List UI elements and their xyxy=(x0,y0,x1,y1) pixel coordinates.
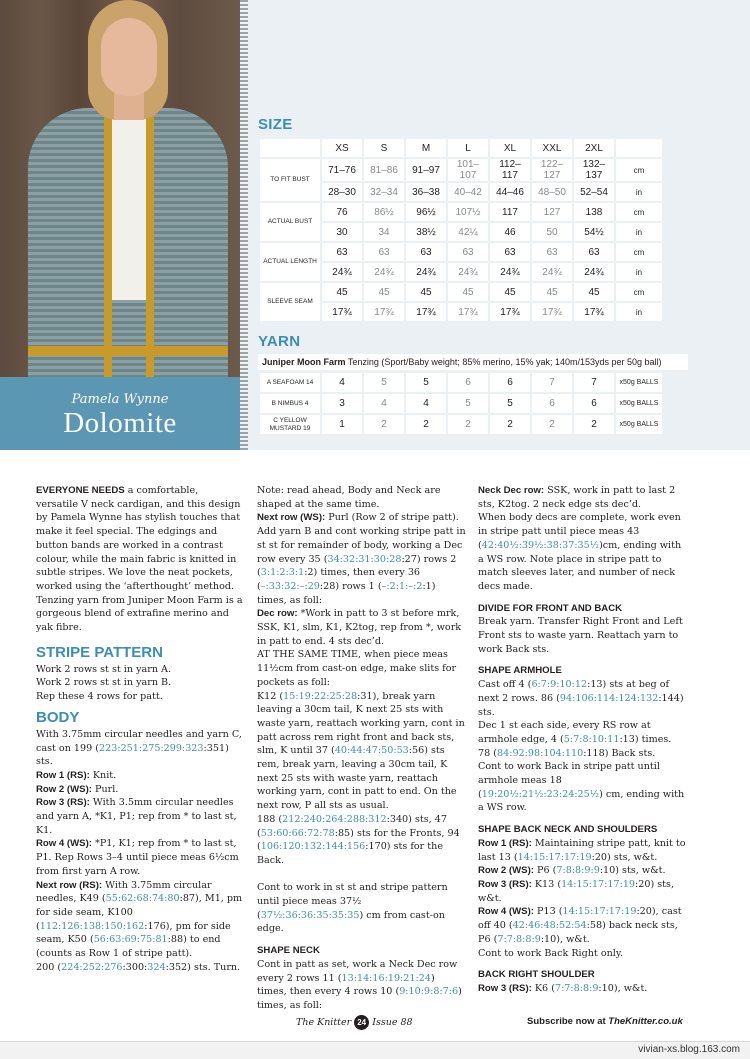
size-column-header: L xyxy=(448,139,488,157)
size-cell: 38½ xyxy=(406,223,446,241)
yarn-cell: 7 xyxy=(574,373,614,392)
yarn-cell: 5 xyxy=(448,394,488,413)
yarn-cell: 2 xyxy=(532,415,572,434)
column-2 xyxy=(257,484,467,1013)
size-cell: 17¾ xyxy=(532,303,572,321)
issue-number: Issue 88 xyxy=(372,1017,413,1028)
button-band-right xyxy=(146,112,154,377)
size-unit: cm xyxy=(616,243,662,261)
yarn-color-label: B NIMBUS 4 xyxy=(260,394,320,413)
back-neck-heading: SHAPE BACK NECK AND SHOULDERS xyxy=(478,824,658,836)
magazine-name: The Knitter xyxy=(296,1017,352,1028)
size-cell: 42¼ xyxy=(448,223,488,241)
intro-paragraph xyxy=(36,484,243,635)
photo-edge-decoration xyxy=(240,0,248,450)
neck-instruction: Cont in patt as set, work a Neck Dec row every 2 rows 11 (13:14:16:19:21:24) times, then every 4 rows 10 (9:10:9:8:7:6) times, as foll: xyxy=(257,958,462,1011)
size-cell: 24¾ xyxy=(448,263,488,281)
yarn-cell: 6 xyxy=(448,373,488,392)
size-cell: 71–76 xyxy=(322,159,362,181)
size-column-header: M xyxy=(406,139,446,157)
bottom-strip xyxy=(0,1041,750,1059)
size-unit: cm xyxy=(616,159,662,181)
stitch-totals: 188 (212:240:264:288:312:340) sts, 47 (53:60:66:72:78:85) sts for the Fronts, 94 (106:120:132:144:156:170) sts for the Back. xyxy=(257,813,460,866)
column-1 xyxy=(36,484,243,975)
size-row-label: SLEEVE SEAM xyxy=(260,283,320,321)
yarn-cell: 6 xyxy=(574,394,614,413)
subscribe-text: Subscribe now at xyxy=(527,1016,609,1027)
stripe-line: Work 2 rows st st in yarn A. xyxy=(36,663,172,675)
size-row-label: TO FIT BUST xyxy=(260,159,320,201)
neck-dec-row: Neck Dec row: SSK, work in patt to last 2 sts, K2tog. 2 neck edge sts dec’d. xyxy=(478,485,676,510)
pocket-instruction: K12 (15:19:22:25:28:31), break yarn leaving a 30cm tail, K next 25 sts with waste yarn, reattach working yarn, cont in patt across rem right front and back sts, slm, K until 37 (40:44:47:50:53:56) sts rem, break yarn, leaving a 30cm tail, K next 25 sts with waste yarn, reattach working yarn, cont in patt to end. On the next row, P all sts as usual. xyxy=(257,690,465,812)
row-2-instruction: Row 2 (WS): Purl. xyxy=(36,783,119,795)
back-right-row-3: Row 3 (RS): K6 (7:7:8:8:9:10), w&t. xyxy=(478,982,648,994)
size-cell: 45 xyxy=(364,283,404,301)
size-cell: 96½ xyxy=(406,203,446,221)
yarn-row xyxy=(260,415,662,434)
size-cell: 17¾ xyxy=(490,303,530,321)
yarn-unit: x50g BALLS xyxy=(616,415,662,434)
size-cell: 101–107 xyxy=(448,159,488,181)
yarn-color-label: A SEAFOAM 14 xyxy=(260,373,320,392)
size-cell: 54½ xyxy=(574,223,614,241)
size-cell: 107½ xyxy=(448,203,488,221)
back-sts: 78 (84:92:98:104:110:118) Back sts. xyxy=(478,747,656,759)
yarn-cell: 2 xyxy=(574,415,614,434)
size-cell: 46 xyxy=(490,223,530,241)
size-header-row xyxy=(260,139,662,157)
size-unit: in xyxy=(616,303,662,321)
size-cell: 17¾ xyxy=(574,303,614,321)
size-cell: 45 xyxy=(574,283,614,301)
designer-name: Pamela Wynne xyxy=(71,392,169,407)
size-row-label: ACTUAL LENGTH xyxy=(260,243,320,281)
size-cell: 17¾ xyxy=(322,303,362,321)
yarn-color-label: C YELLOW MUSTARD 19 xyxy=(260,415,320,434)
yarn-unit: x50g BALLS xyxy=(616,373,662,392)
size-row xyxy=(260,303,662,321)
yarn-cell: 2 xyxy=(364,415,404,434)
size-cell: 76 xyxy=(322,203,362,221)
size-unit: in xyxy=(616,183,662,201)
size-row xyxy=(260,183,662,201)
back-neck-row-4: Row 4 (WS): P13 (14:15:17:17:19:20), cast off 40 (42:46:48:52:54:58) back neck sts, P6 (7:7:8:8:9:10), w&t. xyxy=(478,906,682,945)
yarn-cell: 4 xyxy=(322,373,362,392)
yarn-cell: 5 xyxy=(490,394,530,413)
row-3-instruction: Row 3 (RS): With 3.5mm circular needles and yarn A, *K1, P1; rep from * to last st, K1. xyxy=(36,797,237,836)
size-cell: 45 xyxy=(448,283,488,301)
yarn-cell: 3 xyxy=(322,394,362,413)
yarn-cell: 6 xyxy=(490,373,530,392)
back-neck-row-2: Row 2 (WS): P6 (7:8:8:9:9:10) sts, w&t. xyxy=(478,865,666,877)
size-cell: 30 xyxy=(322,223,362,241)
yarn-brand: Juniper Moon Farm xyxy=(262,357,346,367)
size-row xyxy=(260,223,662,241)
yarn-cell: 1 xyxy=(322,415,362,434)
yarn-cell: 2 xyxy=(448,415,488,434)
size-cell: 63 xyxy=(364,243,404,261)
size-cell: 63 xyxy=(322,243,362,261)
divide-heading: DIVIDE FOR FRONT AND BACK xyxy=(478,602,623,614)
page-number: 24 xyxy=(354,1015,369,1030)
size-cell: 63 xyxy=(532,243,572,261)
size-cell: 117 xyxy=(490,203,530,221)
size-cell: 45 xyxy=(532,283,572,301)
dec-row: Dec row: *Work in patt to 3 st before mrk, SSK, K1, slm, K1, K2tog, rep from *, work in patt to end. 4 sts dec’d. xyxy=(257,608,462,647)
size-cell: 17¾ xyxy=(448,303,488,321)
continue-instruction: Cont to work in st st and stripe pattern until piece meas 37½ (37½:36:36:35:35:35) cm from cast-on edge. xyxy=(257,882,448,935)
size-cell: 45 xyxy=(322,283,362,301)
size-cell: 44–46 xyxy=(490,183,530,201)
note-paragraph: Note: read ahead, Body and Neck are shaped at the same time. xyxy=(257,485,441,510)
size-cell: 17¾ xyxy=(364,303,404,321)
next-row-instruction: Next row (RS): With 3.75mm circular needles, K49 (55:62:68:74:80:87), M1, pm for side seam, K100 (112:126:138:150:162:176), pm for side seam, K50 (56:63:69:75:81:88) to end (counts as Row 1 of stripe patt). xyxy=(36,879,243,960)
yarn-table xyxy=(258,371,664,436)
intro-lead: EVERYONE NEEDS xyxy=(36,485,125,496)
row-4-instruction: Row 4 (WS): *P1, K1; rep from * to last st, P1. Rep Rows 3–4 until piece meas 6½cm from first yarn A row. xyxy=(36,838,239,877)
divide-instruction: Break yarn. Transfer Right Front and Left Front sts to waste yarn. Reattach yarn to work Back sts. xyxy=(478,616,683,655)
size-unit: in xyxy=(616,223,662,241)
size-cell: 63 xyxy=(574,243,614,261)
yarn-cell: 5 xyxy=(364,373,404,392)
yarn-cell: 2 xyxy=(490,415,530,434)
next-row-ws: Next row (WS): Purl (Row 2 of stripe patt). Add yarn B and cont working stripe patt in st st for remainder of body, working a Dec row every 35 (34:32:31:30:28:27) rows 2 (3:1:2:3:1:2) times, then every 36 (–:33:32:–:29:28) rows 1 (–:2:1:–:2:1) times, as foll: xyxy=(257,512,466,606)
row-1-instruction: Row 1 (RS): Knit. xyxy=(36,769,117,781)
back-neck-row-3: Row 3 (RS): K13 (14:15:17:17:19:20) sts, w&t. xyxy=(478,878,675,904)
back-neck-row-1: Row 1 (RS): Maintaining stripe patt, knit to last 13 (14:15:17:17:19:20) sts, w&t. xyxy=(478,837,686,863)
footer-magazine xyxy=(296,1015,413,1030)
size-cell: 17¾ xyxy=(406,303,446,321)
subscribe-link[interactable]: TheKnitter.co.uk xyxy=(608,1016,683,1027)
armhole-dec: Dec 1 st each side, every RS row at armhole edge, 4 (5:7:8:10:11:13) times. xyxy=(478,720,672,745)
button-band-left xyxy=(104,112,112,377)
yarn-heading: YARN xyxy=(258,333,301,350)
body-dec-complete: When body decs are complete, work even in stripe patt until piece meas 43 (42:40½:39½:38:37:35½)cm, ending with a WS row. Note place in stripe patt to match sleeves later, and number of neck decs made. xyxy=(478,512,682,592)
yarn-unit: x50g BALLS xyxy=(616,394,662,413)
yarn-cell: 7 xyxy=(532,373,572,392)
size-row xyxy=(260,243,662,261)
yarn-row xyxy=(260,373,662,392)
armhole-heading: SHAPE ARMHOLE xyxy=(478,665,562,677)
cardigan-photo xyxy=(0,0,240,377)
back-right-shoulder-heading: BACK RIGHT SHOULDER xyxy=(478,969,595,981)
size-row xyxy=(260,203,662,221)
armhole-cast-off: Cast off 4 (6:7:9:10:12:13) sts at beg of next 2 rows. 86 (94:106:114:124:132:144) sts. xyxy=(478,679,684,718)
yarn-cell: 2 xyxy=(406,415,446,434)
yarn-cell: 4 xyxy=(364,394,404,413)
yarn-cell: 5 xyxy=(406,373,446,392)
size-column-header: XS xyxy=(322,139,362,157)
yarn-details: Tenzing (Sport/Baby weight; 85% merino, 15% yak; 140m/153yds per 50g ball) xyxy=(345,357,662,367)
size-unit: cm xyxy=(616,283,662,301)
yarn-cell: 4 xyxy=(406,394,446,413)
size-cell: 24¾ xyxy=(406,263,446,281)
size-unit: in xyxy=(616,263,662,281)
footer-subscribe xyxy=(527,1016,683,1027)
size-cell: 24¾ xyxy=(532,263,572,281)
title-box xyxy=(0,377,240,450)
size-column-header: XL xyxy=(490,139,530,157)
pattern-title: Dolomite xyxy=(63,407,177,439)
size-cell: 24¾ xyxy=(322,263,362,281)
size-cell: 86½ xyxy=(364,203,404,221)
watermark: vivian-xs.blog.163.com xyxy=(638,1044,740,1055)
size-row xyxy=(260,159,662,181)
unit-header-cell xyxy=(616,139,662,157)
stripe-pattern-heading: STRIPE PATTERN xyxy=(36,643,163,661)
size-row xyxy=(260,283,662,301)
size-unit: cm xyxy=(616,203,662,221)
size-cell: 32–34 xyxy=(364,183,404,201)
stripe-line: Work 2 rows st st in yarn B. xyxy=(36,677,172,689)
size-cell: 34 xyxy=(364,223,404,241)
yarn-description xyxy=(258,354,688,370)
model-face xyxy=(101,18,157,96)
shirt xyxy=(110,110,148,300)
size-cell: 63 xyxy=(406,243,446,261)
size-cell: 24¾ xyxy=(364,263,404,281)
stripe-line: Rep these 4 rows for patt. xyxy=(36,691,163,703)
hem-band xyxy=(28,346,228,356)
size-cell: 52–54 xyxy=(574,183,614,201)
size-cell: 63 xyxy=(448,243,488,261)
column-3 xyxy=(478,484,688,996)
size-cell: 138 xyxy=(574,203,614,221)
size-cell: 45 xyxy=(406,283,446,301)
size-cell: 50 xyxy=(532,223,572,241)
size-cell: 24¾ xyxy=(490,263,530,281)
body-heading: BODY xyxy=(36,708,80,726)
same-time-paragraph: AT THE SAME TIME, when piece meas 11½cm from cast-on edge, make slits for pockets as foll: xyxy=(257,649,457,688)
size-row-label: ACTUAL BUST xyxy=(260,203,320,241)
size-cell: 127 xyxy=(532,203,572,221)
size-cell: 48–50 xyxy=(532,183,572,201)
size-cell: 132–137 xyxy=(574,159,614,181)
yarn-row xyxy=(260,394,662,413)
size-corner-cell xyxy=(260,139,320,157)
size-cell: 81–86 xyxy=(364,159,404,181)
size-column-header: 2XL xyxy=(574,139,614,157)
size-cell: 28–30 xyxy=(322,183,362,201)
size-cell: 112–117 xyxy=(490,159,530,181)
size-cell: 91–97 xyxy=(406,159,446,181)
cast-on-instruction: With 3.75mm circular needles and yarn C, cast on 199 (223:251:275:299:323:351) sts. xyxy=(36,728,242,768)
size-cell: 63 xyxy=(490,243,530,261)
size-cell: 45 xyxy=(490,283,530,301)
back-right-only: Cont to work Back Right only. xyxy=(478,947,624,959)
size-cell: 122–127 xyxy=(532,159,572,181)
size-column-header: S xyxy=(364,139,404,157)
yarn-cell: 6 xyxy=(532,394,572,413)
size-cell: 40–42 xyxy=(448,183,488,201)
shape-neck-heading: SHAPE NECK xyxy=(257,945,320,957)
armhole-meas: Cont to work Back in stripe patt until armhole meas 18 (19:20½:21½:23:24:25½) cm, ending with a WS row. xyxy=(478,761,685,814)
size-heading: SIZE xyxy=(258,116,293,133)
intro-text: a comfortable, versatile V neck cardigan, and this design by Pamela Wynne has stylish touches that make it feel special. The edgings and button bands are worked in a contrast colour, while the main fabric is knitted in subtle stripes. We love the neat pockets, worked using the ‘afterthought’ method. Tenzing yarn from Juniper Moon Farm is a gorgeous blend of extrafine merino and yak fibre. xyxy=(36,485,243,634)
size-cell: 24¾ xyxy=(574,263,614,281)
size-cell: 36–38 xyxy=(406,183,446,201)
stitch-count: 200 (224:252:276:300:324:352) sts. Turn. xyxy=(36,961,241,973)
size-column-header: XXL xyxy=(532,139,572,157)
size-row xyxy=(260,263,662,281)
size-table xyxy=(258,137,664,323)
